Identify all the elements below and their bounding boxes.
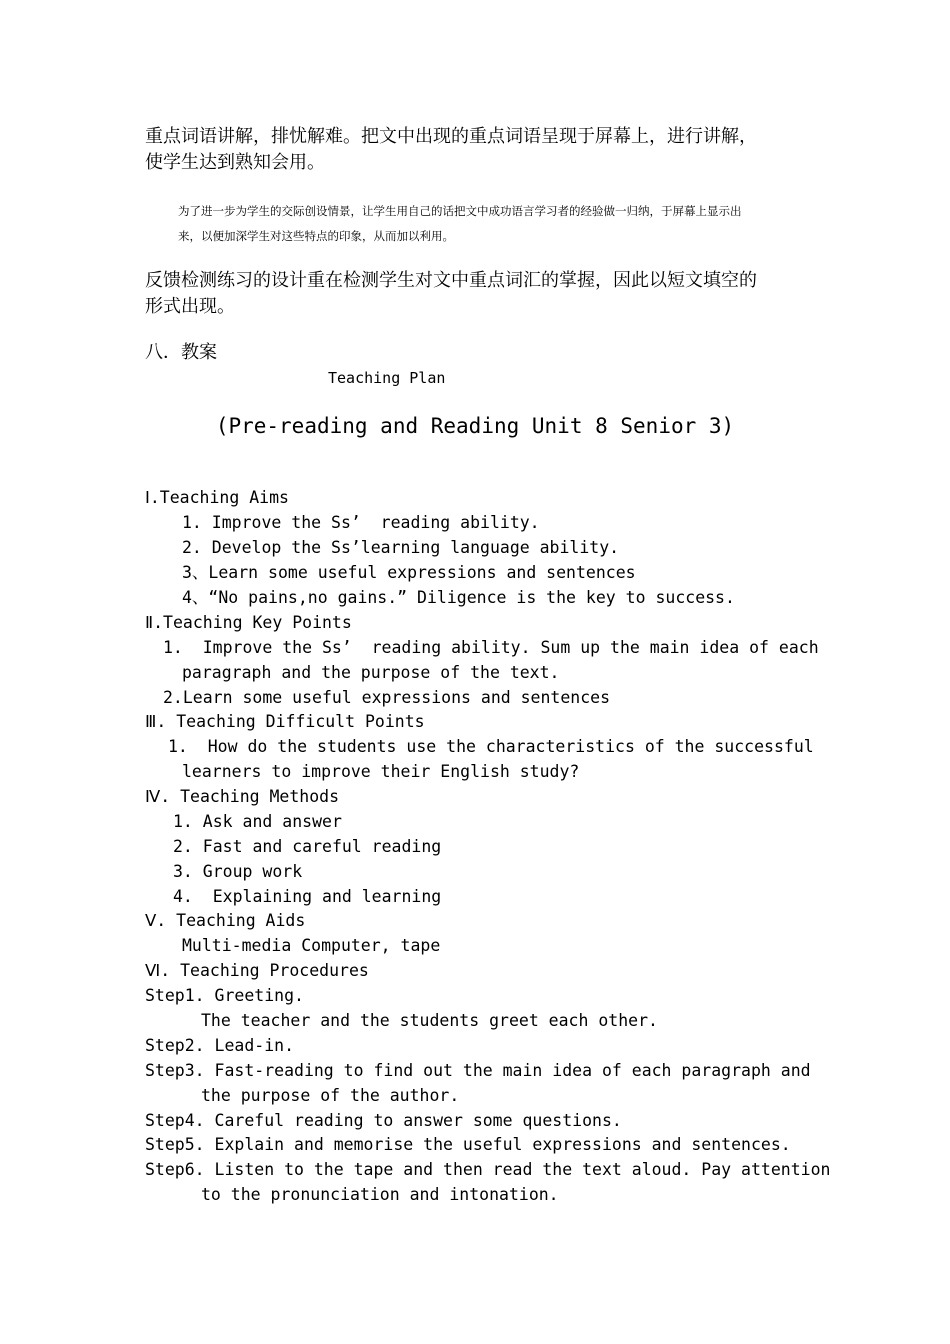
aims-item-3: 3、Learn some useful expressions and sentences <box>182 563 636 582</box>
step-3-line-2: the purpose of the author. <box>201 1086 460 1105</box>
teaching-plan-subtitle: (Pre-reading and Reading Unit 8 Senior 3) <box>215 414 735 438</box>
method-item-3: 3. Group work <box>173 862 303 881</box>
difficult-point-1-line-1: 1. How do the students use the characteristics of the successful <box>168 737 814 756</box>
methods-heading: Ⅳ. Teaching Methods <box>145 787 340 806</box>
step-3-line-1: Step3. Fast-reading to find out the main idea of each paragraph and <box>145 1061 811 1080</box>
intro-paragraph-1-line-2: 使学生达到熟知会用。 <box>145 152 325 173</box>
aims-heading: Ⅰ.Teaching Aims <box>145 488 289 507</box>
key-points-heading: Ⅱ.Teaching Key Points <box>145 613 352 632</box>
intro-paragraph-3-line-1: 反馈检测练习的设计重在检测学生对文中重点词汇的掌握，因此以短文填空的 <box>145 270 757 291</box>
aids-heading: Ⅴ. Teaching Aids <box>145 911 306 930</box>
intro-paragraph-1 <box>145 124 757 176</box>
step-4: Step4. Careful reading to answer some questions. <box>145 1111 622 1130</box>
key-point-2: 2.Learn some useful expressions and sentences <box>163 688 611 707</box>
step-6-line-2: to the pronunciation and intonation. <box>201 1185 559 1204</box>
intro-paragraph-2 <box>178 199 742 249</box>
method-item-4: 4. Explaining and learning <box>173 887 442 906</box>
step-1: Step1. Greeting. <box>145 986 304 1005</box>
aims-item-4: 4、“No pains,no gains.” Diligence is the key to success. <box>182 588 735 607</box>
step-5: Step5. Explain and memorise the useful expressions and sentences. <box>145 1135 791 1154</box>
aims-item-1: 1. Improve the Ss’ reading ability. <box>182 513 540 532</box>
method-item-2: 2. Fast and careful reading <box>173 837 442 856</box>
section-8-heading: 八．教案 <box>145 342 217 363</box>
intro-paragraph-2-line-2: 来，以便加深学生对这些特点的印象，从而加以利用。 <box>178 229 454 243</box>
step-2: Step2. Lead-in. <box>145 1036 295 1055</box>
key-point-1-line-2: paragraph and the purpose of the text. <box>182 663 560 682</box>
method-item-1: 1. Ask and answer <box>173 812 342 831</box>
procedures-heading: Ⅵ. Teaching Procedures <box>145 961 369 980</box>
key-point-1-line-1: 1. Improve the Ss’ reading ability. Sum up the main idea of each <box>163 638 819 657</box>
teaching-plan-title: Teaching Plan <box>328 369 446 387</box>
difficult-point-1-line-2: learners to improve their English study? <box>182 762 580 781</box>
step-6-line-1: Step6. Listen to the tape and then read the text aloud. Pay attention <box>145 1160 831 1179</box>
intro-paragraph-2-line-1: 为了进一步为学生的交际创设情景，让学生用自己的话把文中成功语言学习者的经验做一归纳，于屏幕上显示出 <box>178 204 742 218</box>
intro-paragraph-3-line-2: 形式出现。 <box>145 296 235 317</box>
intro-paragraph-1-line-1: 重点词语讲解，排忧解难。把文中出现的重点词语呈现于屏幕上，进行讲解， <box>145 126 757 147</box>
intro-paragraph-3 <box>145 268 757 320</box>
aims-item-2: 2. Develop the Ss’learning language ability. <box>182 538 620 557</box>
aids-text: Multi-media Computer, tape <box>182 936 441 955</box>
step-1-detail: The teacher and the students greet each other. <box>201 1011 658 1030</box>
difficult-points-heading: Ⅲ. Teaching Difficult Points <box>145 712 425 731</box>
